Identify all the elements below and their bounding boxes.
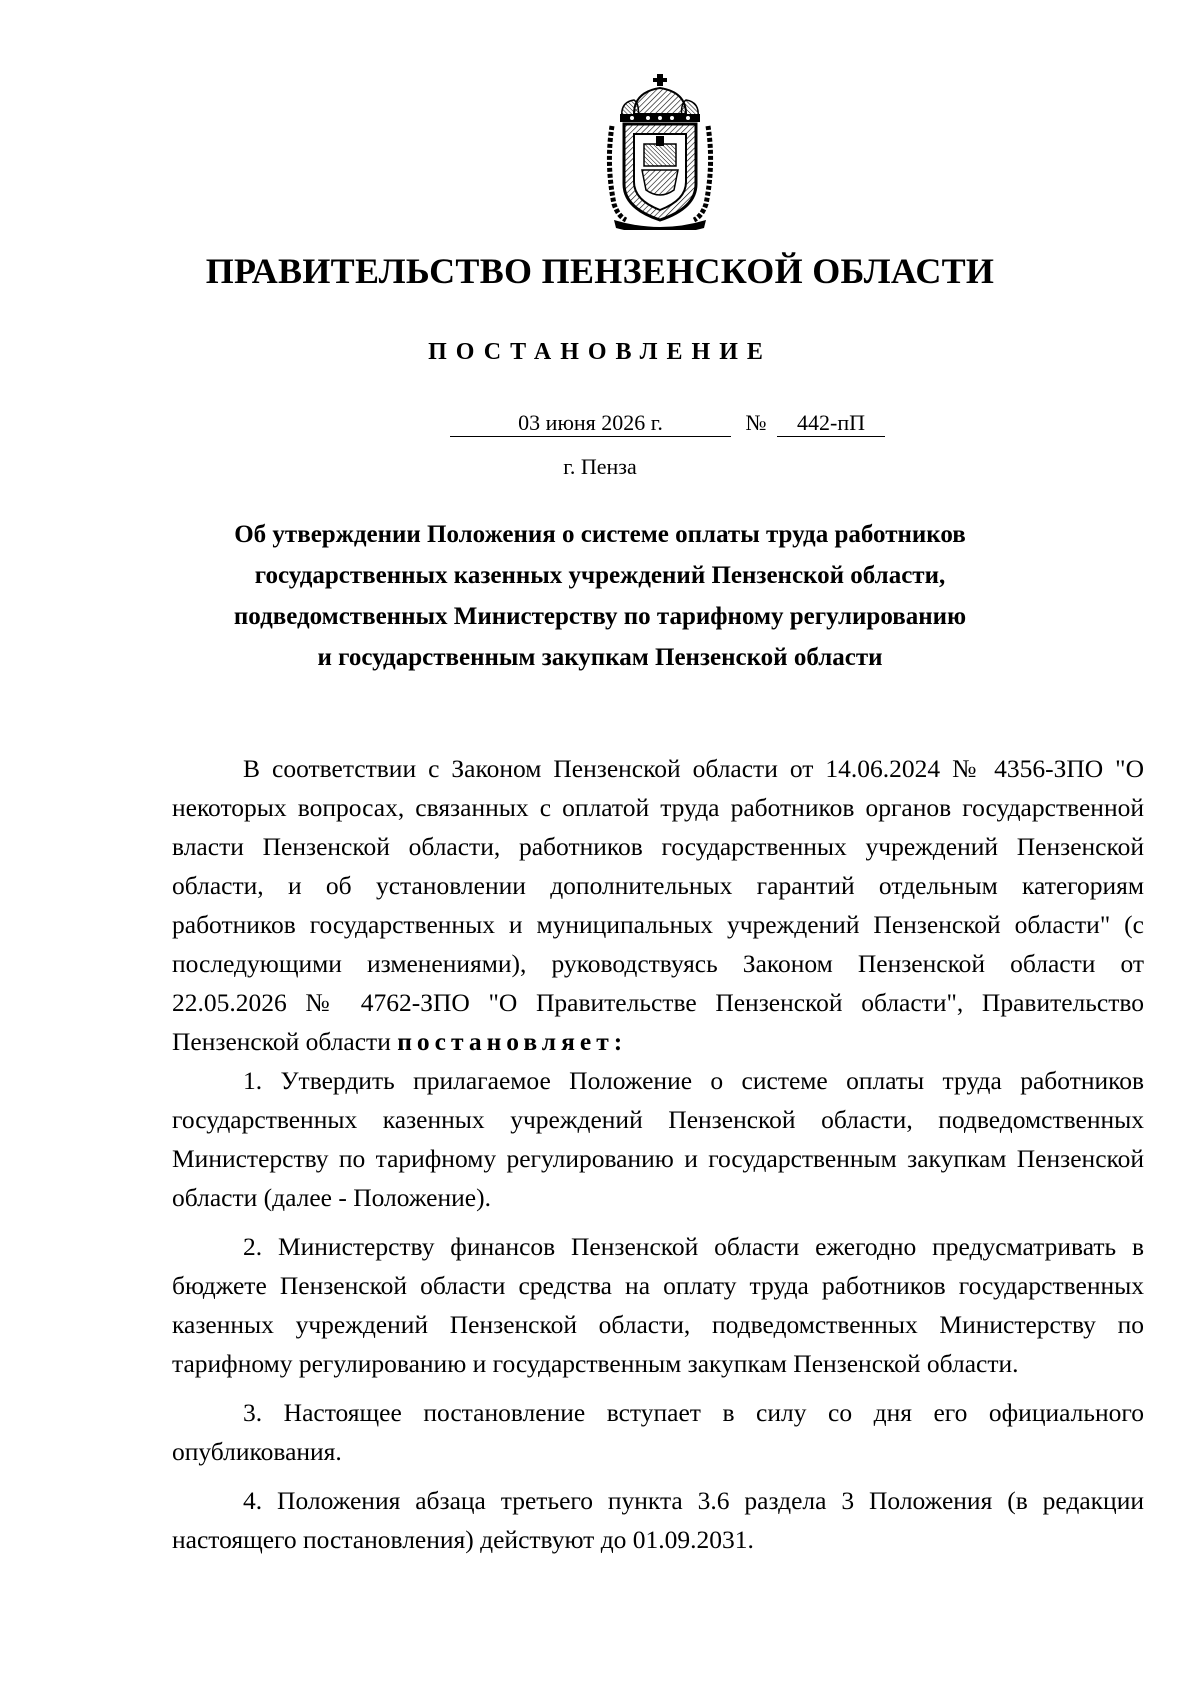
- document-date: 03 июня 2026 г.: [450, 410, 731, 437]
- item-paragraph: 2. Министерству финансов Пензенской области ежегодно предусматривать в бюджете Пензенской области средства на оплату труда работников государственных казенных учреждений Пензенской области, подведомственных Министерству по тарифному регулированию и государственным закупкам Пензенской области.: [172, 1232, 1144, 1378]
- number-sign: №: [745, 410, 767, 435]
- resolves-keyword: постановляет:: [397, 1027, 628, 1056]
- subject-line: государственных казенных учреждений Пензенской области,: [254, 562, 946, 589]
- document-subject: [200, 514, 1000, 678]
- preamble-text: В соответствии с Законом Пензенской области от 14.06.2024 № 4356-ЗПО "О некоторых вопросах, связанных с оплатой труда работников органов государственной власти Пензенской области, работников государственных учреждений Пензенской области, и об установлении дополнительных гарантий отдельным категориям работников государственных и муниципальных учреждений Пензенской области" (с последующими изменениями), руководствуясь Законом Пензенской области от 22.05.2026 № 4762-ЗПО "О Правительстве Пензенской области", Правительство Пензенской области: [172, 754, 1144, 1056]
- organization-title: ПРАВИТЕЛЬСТВО ПЕНЗЕНСКОЙ ОБЛАСТИ: [205, 251, 995, 291]
- item-paragraph: 4. Положения абзаца третьего пункта 3.6 раздела 3 Положения (в редакции настоящего постановления) действуют до 01.09.2031.: [172, 1486, 1144, 1554]
- preamble-paragraph: [172, 749, 1144, 1061]
- subject-line: и государственным закупкам Пензенской области: [317, 644, 883, 671]
- document-number: 442-пП: [777, 410, 885, 437]
- subject-line: Об утверждении Положения о системе оплаты труда работников: [234, 521, 966, 548]
- document-city: г. Пенза: [563, 454, 637, 479]
- item-paragraph: 1. Утвердить прилагаемое Положение о системе оплаты труда работников государственных казенных учреждений Пензенской области, подведомственных Министерству по тарифному регулированию и государственным закупкам Пензенской области (далее - Положение).: [172, 1066, 1144, 1212]
- subject-line: подведомственных Министерству по тарифному регулированию: [233, 603, 967, 630]
- coat-of-arms-icon: [604, 74, 716, 230]
- document-type: ПОСТАНОВЛЕНИЕ: [428, 339, 772, 365]
- document-body: [172, 749, 1144, 1559]
- item-paragraph: 3. Настоящее постановление вступает в силу со дня его официального опубликования.: [172, 1398, 1144, 1466]
